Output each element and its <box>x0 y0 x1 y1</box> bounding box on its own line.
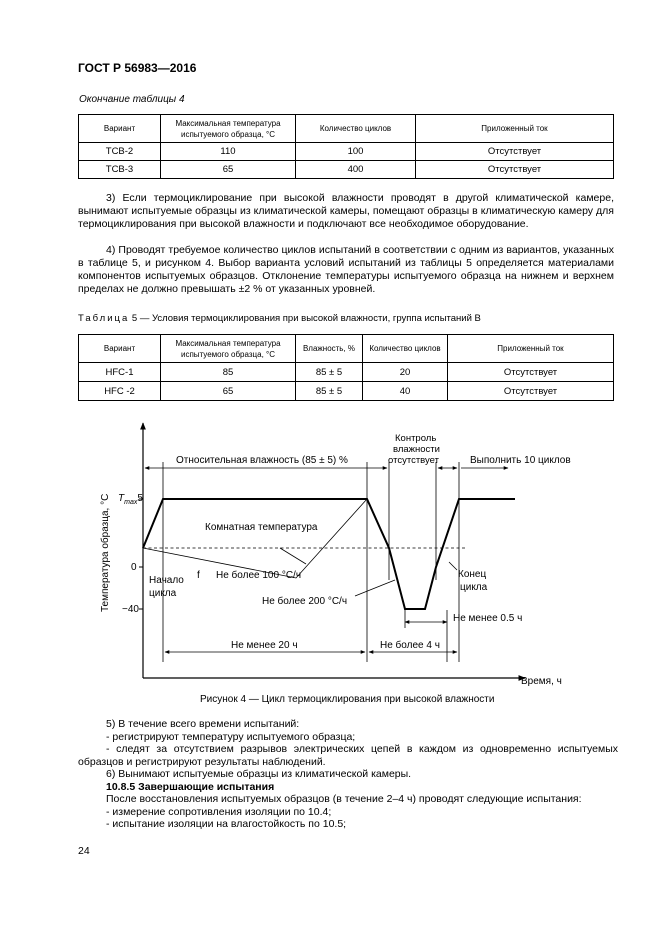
repeat-label: Выполнить 10 циклов <box>470 455 571 466</box>
control-label-3: отсутствует <box>388 455 439 466</box>
min-05-label: Не менее 0.5 ч <box>453 613 523 624</box>
list-item: 6) Вынимают испытуемые образцы из климатической камеры. <box>106 768 412 780</box>
table-header-cell: Количество циклов <box>363 335 448 363</box>
rate-guide-100 <box>143 499 367 578</box>
list-item: 5) В течение всего времени испытаний: <box>106 718 300 730</box>
control-label-1: Контроль <box>395 433 437 444</box>
figure-caption: Рисунок 4 — Цикл термоциклирования при высокой влажности <box>200 694 495 705</box>
paragraph-4-text: 4) Проводят требуемое количество циклов испытаний в соответствии с одним из вариантов, указанных в таблице 5, и рисунком 4. Выбор варианта условий испытаний из таблицы 5 определяется материалами компонентов испытуемых образцов. Отклонение температуры испытуемого образца на нижнем и верхнем пределах не должно превышать ±2 % от указанных уровней. <box>78 244 614 295</box>
leader-line <box>355 580 395 596</box>
table-header-cell: Приложенный ток <box>416 115 614 143</box>
leader-line <box>280 548 306 564</box>
table-cell: 100 <box>296 143 416 161</box>
table-cell: 85 <box>161 363 296 382</box>
humidity-label: Относительная влажность (85 ± 5) % <box>176 455 348 466</box>
min-20-label: Не менее 20 ч <box>231 640 298 651</box>
table-header-cell: Влажность, % <box>296 335 363 363</box>
tick-minus40-label: −40 <box>122 604 139 615</box>
start-label-2: цикла <box>149 588 177 599</box>
list-item: - регистрируют температуру испытуемого образца; <box>106 730 356 743</box>
leader-line <box>449 562 457 570</box>
table-header-cell: Максимальная температура испытуемого образца, °С <box>161 115 296 143</box>
control-label-2: влажности <box>393 444 440 455</box>
table-cell: ТСВ-3 <box>79 161 161 179</box>
page-number: 24 <box>78 845 90 857</box>
table-cell: ТСВ-2 <box>79 143 161 161</box>
list-item: - следят за отсутствием разрывов электрических цепей в каждом из одновременно испытуемых образцов и регистрируют результаты наблюдений. <box>78 743 618 768</box>
table-cell: Отсутствует <box>448 382 614 401</box>
table-header-cell: Вариант <box>79 335 161 363</box>
list-item: - измерение сопротивления изоляции по 10.4; <box>106 805 332 818</box>
tick-zero-label: 0 <box>131 562 137 573</box>
room-temperature-label: Комнатная температура <box>205 522 318 533</box>
x-axis-label: Время, ч <box>521 676 562 687</box>
rate-100-label: Не более 100 °С/ч <box>216 570 302 581</box>
table-cell: Отсутствует <box>416 161 614 179</box>
table-cell: 110 <box>161 143 296 161</box>
list-item: После восстановления испытуемых образцов (в течение 2–4 ч) проводят следующие испытания: <box>106 793 582 805</box>
end-label-1: Конец <box>458 569 487 580</box>
table-cell: Отсутствует <box>448 363 614 382</box>
section-heading: 10.8.5 Завершающие испытания <box>106 780 275 793</box>
max-4-label: Не более 4 ч <box>380 640 440 651</box>
start-label-f: f <box>197 570 200 581</box>
end-label-2: цикла <box>460 582 488 593</box>
list-block <box>78 718 618 831</box>
table-cell: 65 <box>161 382 296 401</box>
table-cell: Отсутствует <box>416 143 614 161</box>
y-axis-label: Температура образца, °С <box>100 493 111 612</box>
table4-caption: Окончание таблицы 4 <box>79 94 185 105</box>
table5-caption-text: 5 — Условия термоциклирования при высокой влажности, группа испытаний В <box>131 313 481 324</box>
table-cell: 40 <box>363 382 448 401</box>
table5-caption-label: Таблица <box>78 313 130 324</box>
table-cell: HFC-1 <box>79 363 161 382</box>
list-item: - испытание изоляции на влагостойкость по 10.5; <box>106 818 347 830</box>
start-label-1: Начало <box>149 575 184 586</box>
tick-tmax-label: $T_{max}5$ <box>118 493 143 506</box>
table-header-cell: Максимальная температура испытуемого образца, °С <box>161 335 296 363</box>
document-header: ГОСТ Р 56983—2016 <box>78 61 197 75</box>
table-cell: 65 <box>161 161 296 179</box>
table-header-cell: Вариант <box>79 115 161 143</box>
table-header-cell: Приложенный ток <box>448 335 614 363</box>
table-cell: 85 ± 5 <box>296 363 363 382</box>
table-cell: 85 ± 5 <box>296 382 363 401</box>
rate-200-label: Не более 200 °С/ч <box>262 596 348 607</box>
table-header-cell: Количество циклов <box>296 115 416 143</box>
table-cell: 400 <box>296 161 416 179</box>
paragraph-3-text: 3) Если термоциклирование при высокой влажности проводят в другой климатической камере, вынимают испытуемые образцы из климатической камеры, помещают образцы в климатическую камеру для термоциклирования при высокой влажности и подключают все необходимое оборудование. <box>78 192 614 230</box>
table-cell: HFC -2 <box>79 382 161 401</box>
table-cell: 20 <box>363 363 448 382</box>
